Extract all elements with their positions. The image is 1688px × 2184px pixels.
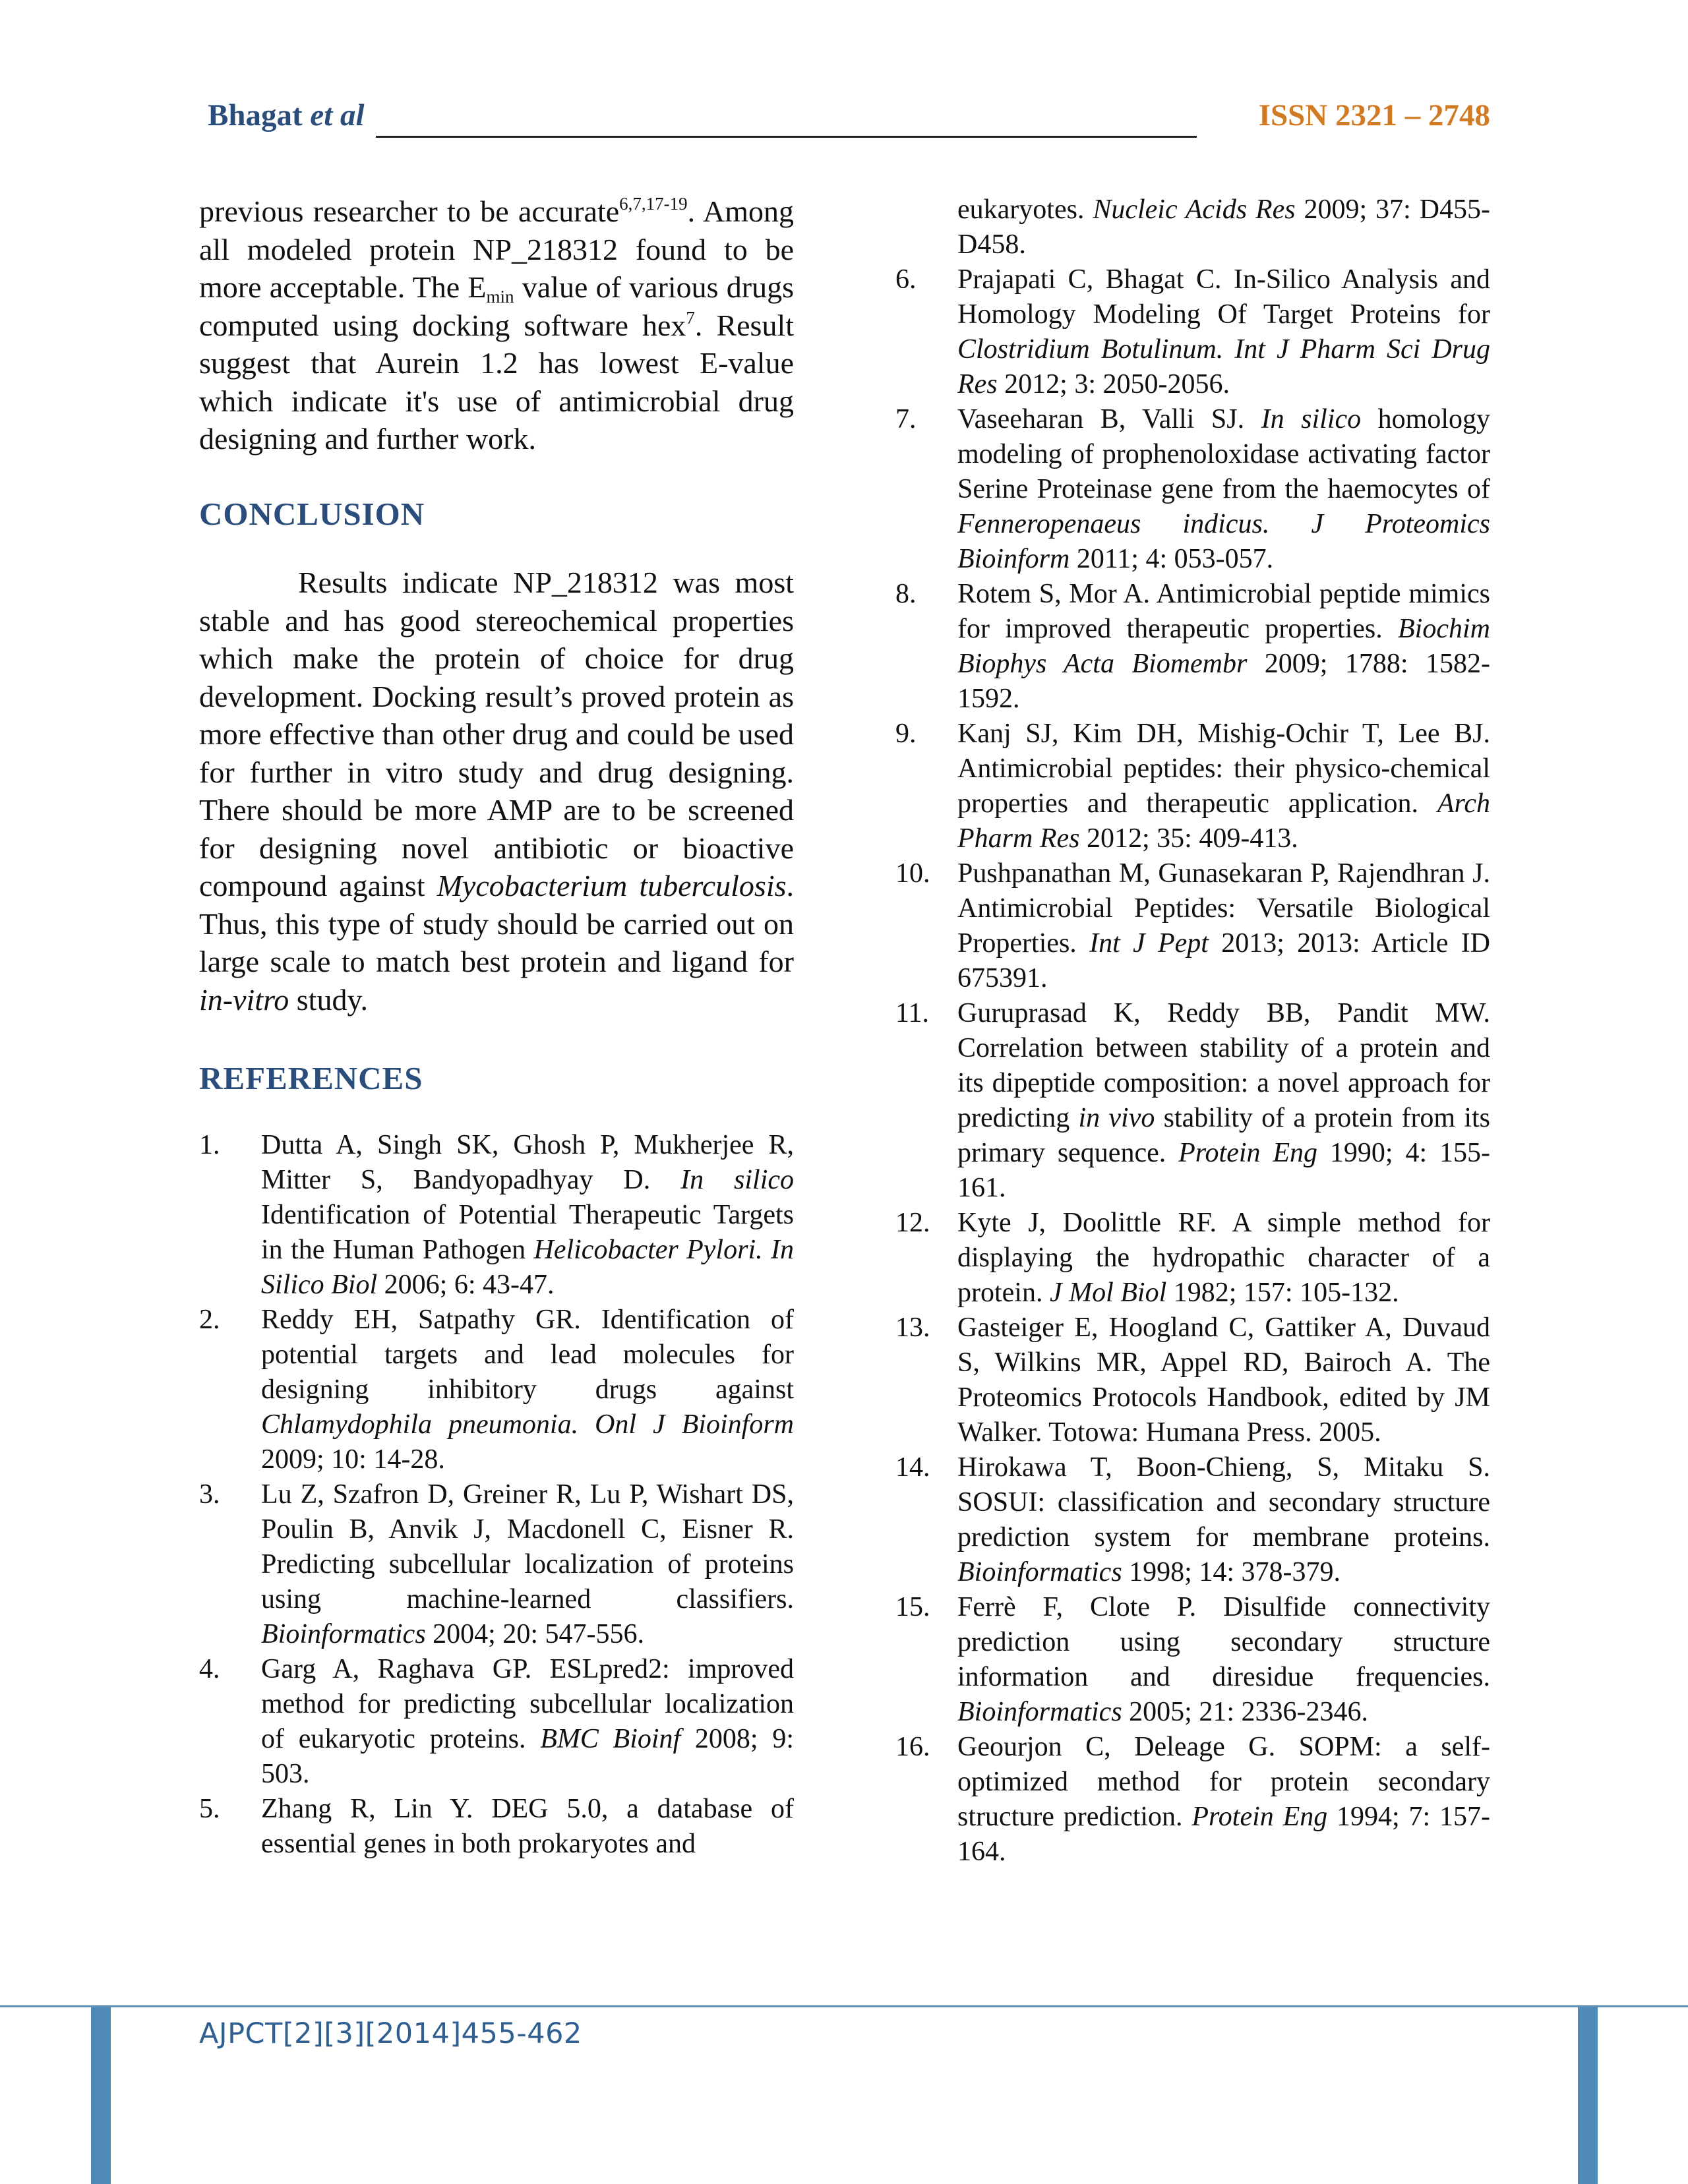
reference-number: 14. [895, 1452, 930, 1483]
page-header [208, 98, 1490, 144]
reference-item [199, 1792, 794, 1862]
reference-item [199, 1477, 794, 1652]
reference-item [895, 717, 1490, 856]
reference-number: 4. [199, 1653, 220, 1684]
text-run: 2006; 6: 43-47. [377, 1269, 555, 1300]
text-run: stability of a protein from its primary sequence. [957, 1103, 1491, 1168]
italic-run: BMC Bioinf [540, 1723, 681, 1754]
issn-label: ISSN 2321 – 2748 [1258, 98, 1490, 133]
left-column [199, 192, 794, 1862]
italic-run: in vivo [1078, 1103, 1155, 1133]
reference-number: 13. [895, 1313, 930, 1343]
text-run: 1994; 7: 157-164. [957, 1802, 1490, 1867]
text-run: Kyte J, Doolittle RF. A simple method for displaying the hydropathic character of a protein. [957, 1208, 1490, 1308]
text-run: Guruprasad K, Reddy BB, Pandit MW. Correlation between stability of a protein and its dipeptide composition: a novel approach for predicting [957, 998, 1490, 1133]
reference-number: 6. [895, 264, 917, 295]
reference-item [895, 1730, 1490, 1870]
reference-item [895, 856, 1490, 996]
text-run: 2009; 10: 14-28. [261, 1444, 445, 1475]
text-run: . Result suggest that Aurein 1.2 has lowest E-value which indicate it's use of antimicrobial drug designing and further work. [199, 308, 795, 456]
author-name: Bhagat [208, 98, 311, 133]
text-run: Zhang R, Lin Y. DEG 5.0, a database of essential genes in both prokaryotes and [261, 1793, 794, 1859]
text-run: 2012; 35: 409-413. [1079, 823, 1298, 854]
footer-bar-right [1578, 2007, 1598, 2184]
italic-run: Arch Pharm Res [957, 788, 1490, 854]
italic-run: Nucleic Acids Res [1093, 194, 1296, 225]
reference-item-continued [895, 192, 1490, 262]
reference-number: 2. [199, 1304, 220, 1335]
text-run: Prajapati C, Bhagat C. In-Silico Analysis and Homology Modeling Of Target Proteins for [957, 264, 1490, 330]
reference-number: 8. [895, 579, 917, 609]
reference-list-left [199, 1128, 794, 1862]
text-run: Rotem S, Mor A. Antimicrobial peptide mimics for improved therapeutic properties. [957, 579, 1490, 644]
italic-run: In silico [680, 1164, 795, 1195]
reference-item [895, 402, 1490, 577]
header-rule [376, 136, 1197, 138]
conclusion-heading: CONCLUSION [199, 495, 425, 532]
text-run: homology modeling of prophenoloxidase activating factor Serine Proteinase gene from the haemocytes of [957, 404, 1491, 504]
text-run: 2005; 21: 2336-2346. [1122, 1697, 1368, 1727]
citation-superscript: 6,7,17-19 [619, 194, 688, 214]
text-run: . Among all modeled protein NP_218312 found to be more acceptable. The E [199, 194, 794, 304]
reference-item [895, 1590, 1490, 1730]
italic-run: In silico [1261, 404, 1362, 434]
reference-item [895, 1311, 1490, 1450]
text-run: Identification of Potential Therapeutic Targets in the Human Pathogen [261, 1199, 794, 1265]
reference-number: 3. [199, 1479, 220, 1510]
running-author [208, 98, 365, 133]
text-run: Kanj SJ, Kim DH, Mishig-Ochir T, Lee BJ. Antimicrobial peptides: their physico-chemical properties and therapeutic application. [957, 719, 1490, 819]
conclusion-paragraph [199, 564, 794, 1018]
reference-number: 5. [199, 1793, 220, 1824]
text-run: Geourjon C, Deleage G. SOPM: a self-optimized method for protein secondary structure prediction. [957, 1732, 1490, 1832]
reference-item [895, 996, 1490, 1206]
text-run: study. [289, 982, 368, 1017]
text-run: eukaryotes. [957, 194, 1093, 225]
text-run: Lu Z, Szafron D, Greiner R, Lu P, Wishart DS, Poulin B, Anvik J, Macdonell C, Eisner R. Predicting subcellular localization of proteins using machine-learned classifiers. [261, 1479, 794, 1614]
results-paragraph [199, 192, 794, 458]
text-run: 1990; 4: 155-161. [957, 1138, 1490, 1203]
text-run: Vaseeharan B, Valli SJ. [957, 404, 1261, 434]
right-column [895, 192, 1490, 1870]
footer-bar-left [91, 2007, 111, 2184]
italic-run: J Mol Biol [1049, 1278, 1167, 1308]
text-run: 2009; 1788: 1582-1592. [957, 649, 1490, 714]
italic-run: Protein Eng [1191, 1802, 1328, 1832]
reference-item [895, 577, 1490, 717]
reference-number: 1. [199, 1129, 220, 1160]
italic-run: in-vitro [199, 982, 289, 1017]
reference-item [199, 1128, 794, 1303]
text-run: Garg A, Raghava GP. ESLpred2: improved method for predicting subcellular localization of eukaryotic proteins. [261, 1653, 794, 1754]
text-run: 2004; 20: 547-556. [425, 1618, 644, 1649]
italic-run: Int J Pept [1089, 928, 1209, 959]
reference-number: 16. [895, 1732, 930, 1762]
text-run: Hirokawa T, Boon-Chieng, S, Mitaku S. SOSUI: classification and secondary structure prediction system for membrane proteins. [957, 1452, 1490, 1552]
text-run: Dutta A, Singh SK, Ghosh P, Mukherjee R, Mitter S, Bandyopadhyay D. [261, 1129, 794, 1195]
citation-superscript: 7 [686, 307, 695, 328]
reference-number: 12. [895, 1208, 930, 1238]
italic-run: Helicobacter Pylori. In Silico Biol [261, 1234, 794, 1300]
italic-run: Bioinformatics [957, 1697, 1122, 1727]
italic-run: Fenneropenaeus indicus. J Proteomics Bioinform [957, 509, 1490, 574]
reference-list-right [895, 192, 1490, 1870]
text-run: 2012; 3: 2050-2056. [997, 369, 1230, 399]
reference-item [895, 1450, 1490, 1590]
reference-item [895, 262, 1490, 402]
subscript: min [486, 287, 514, 307]
journal-citation: AJPCT[2][3][2014]455-462 [199, 2017, 582, 2050]
reference-number: 11. [895, 998, 929, 1028]
text-run: . Thus, this type of study should be carried out on large scale to match best protein and ligand for [199, 869, 795, 978]
reference-item [895, 1206, 1490, 1311]
italic-run: Chlamydophila pneumonia. Onl J Bioinform [261, 1409, 794, 1440]
text-run: Results indicate NP_218312 was most stable and has good stereochemical properties which make the protein of choice for drug development. Docking result’s proved protein as more effective than other drug and could be used for further in vitro study and drug designing. There should be more AMP are to be screened for designing novel antibiotic or bioactive compound against [199, 566, 794, 902]
text-run: Gasteiger E, Hoogland C, Gattiker A, Duvaud S, Wilkins MR, Appel RD, Bairoch A. The Proteomics Protocols Handbook, edited by JM Walker. Totowa: Humana Press. 2005. [957, 1313, 1490, 1448]
italic-run: Clostridium Botulinum. Int J Pharm Sci Drug Res [957, 334, 1490, 399]
references-heading: REFERENCES [199, 1060, 423, 1096]
author-etal: et al [310, 98, 365, 133]
text-run: Reddy EH, Satpathy GR. Identification of potential targets and lead molecules for designing inhibitory drugs against [261, 1304, 794, 1405]
text-run: 2013; 2013: Article ID 675391. [957, 928, 1491, 993]
italic-run: Biochim Biophys Acta Biomembr [957, 614, 1490, 679]
text-run: 1982; 157: 105-132. [1166, 1278, 1399, 1308]
text-run: 2008; 9: 503. [261, 1723, 794, 1789]
italic-run: Bioinformatics [261, 1618, 426, 1649]
text-run: Pushpanathan M, Gunasekaran P, Rajendhran J. Antimicrobial Peptides: Versatile Biological Properties. [957, 858, 1490, 959]
text-run: 2009; 37: D455-D458. [957, 194, 1490, 260]
text-run: previous researcher to be accurate [199, 194, 620, 228]
reference-item [199, 1303, 794, 1477]
reference-item [199, 1652, 794, 1792]
text-run: value of various drugs computed using docking software hex [199, 270, 794, 342]
reference-number: 7. [895, 404, 917, 434]
text-run: 2011; 4: 053-057. [1070, 544, 1274, 574]
italic-run: Mycobacterium tuberculosis [437, 869, 787, 902]
italic-run: Protein Eng [1178, 1138, 1318, 1168]
italic-run: Bioinformatics [957, 1557, 1122, 1587]
text-run: 1998; 14: 378-379. [1122, 1557, 1341, 1587]
reference-number: 9. [895, 719, 917, 749]
reference-number: 10. [895, 858, 930, 889]
text-run: Ferrè F, Clote P. Disulfide connectivity prediction using secondary structure information and diresidue frequencies. [957, 1592, 1490, 1692]
reference-number: 15. [895, 1592, 930, 1622]
footer-rule [0, 2005, 1688, 2007]
